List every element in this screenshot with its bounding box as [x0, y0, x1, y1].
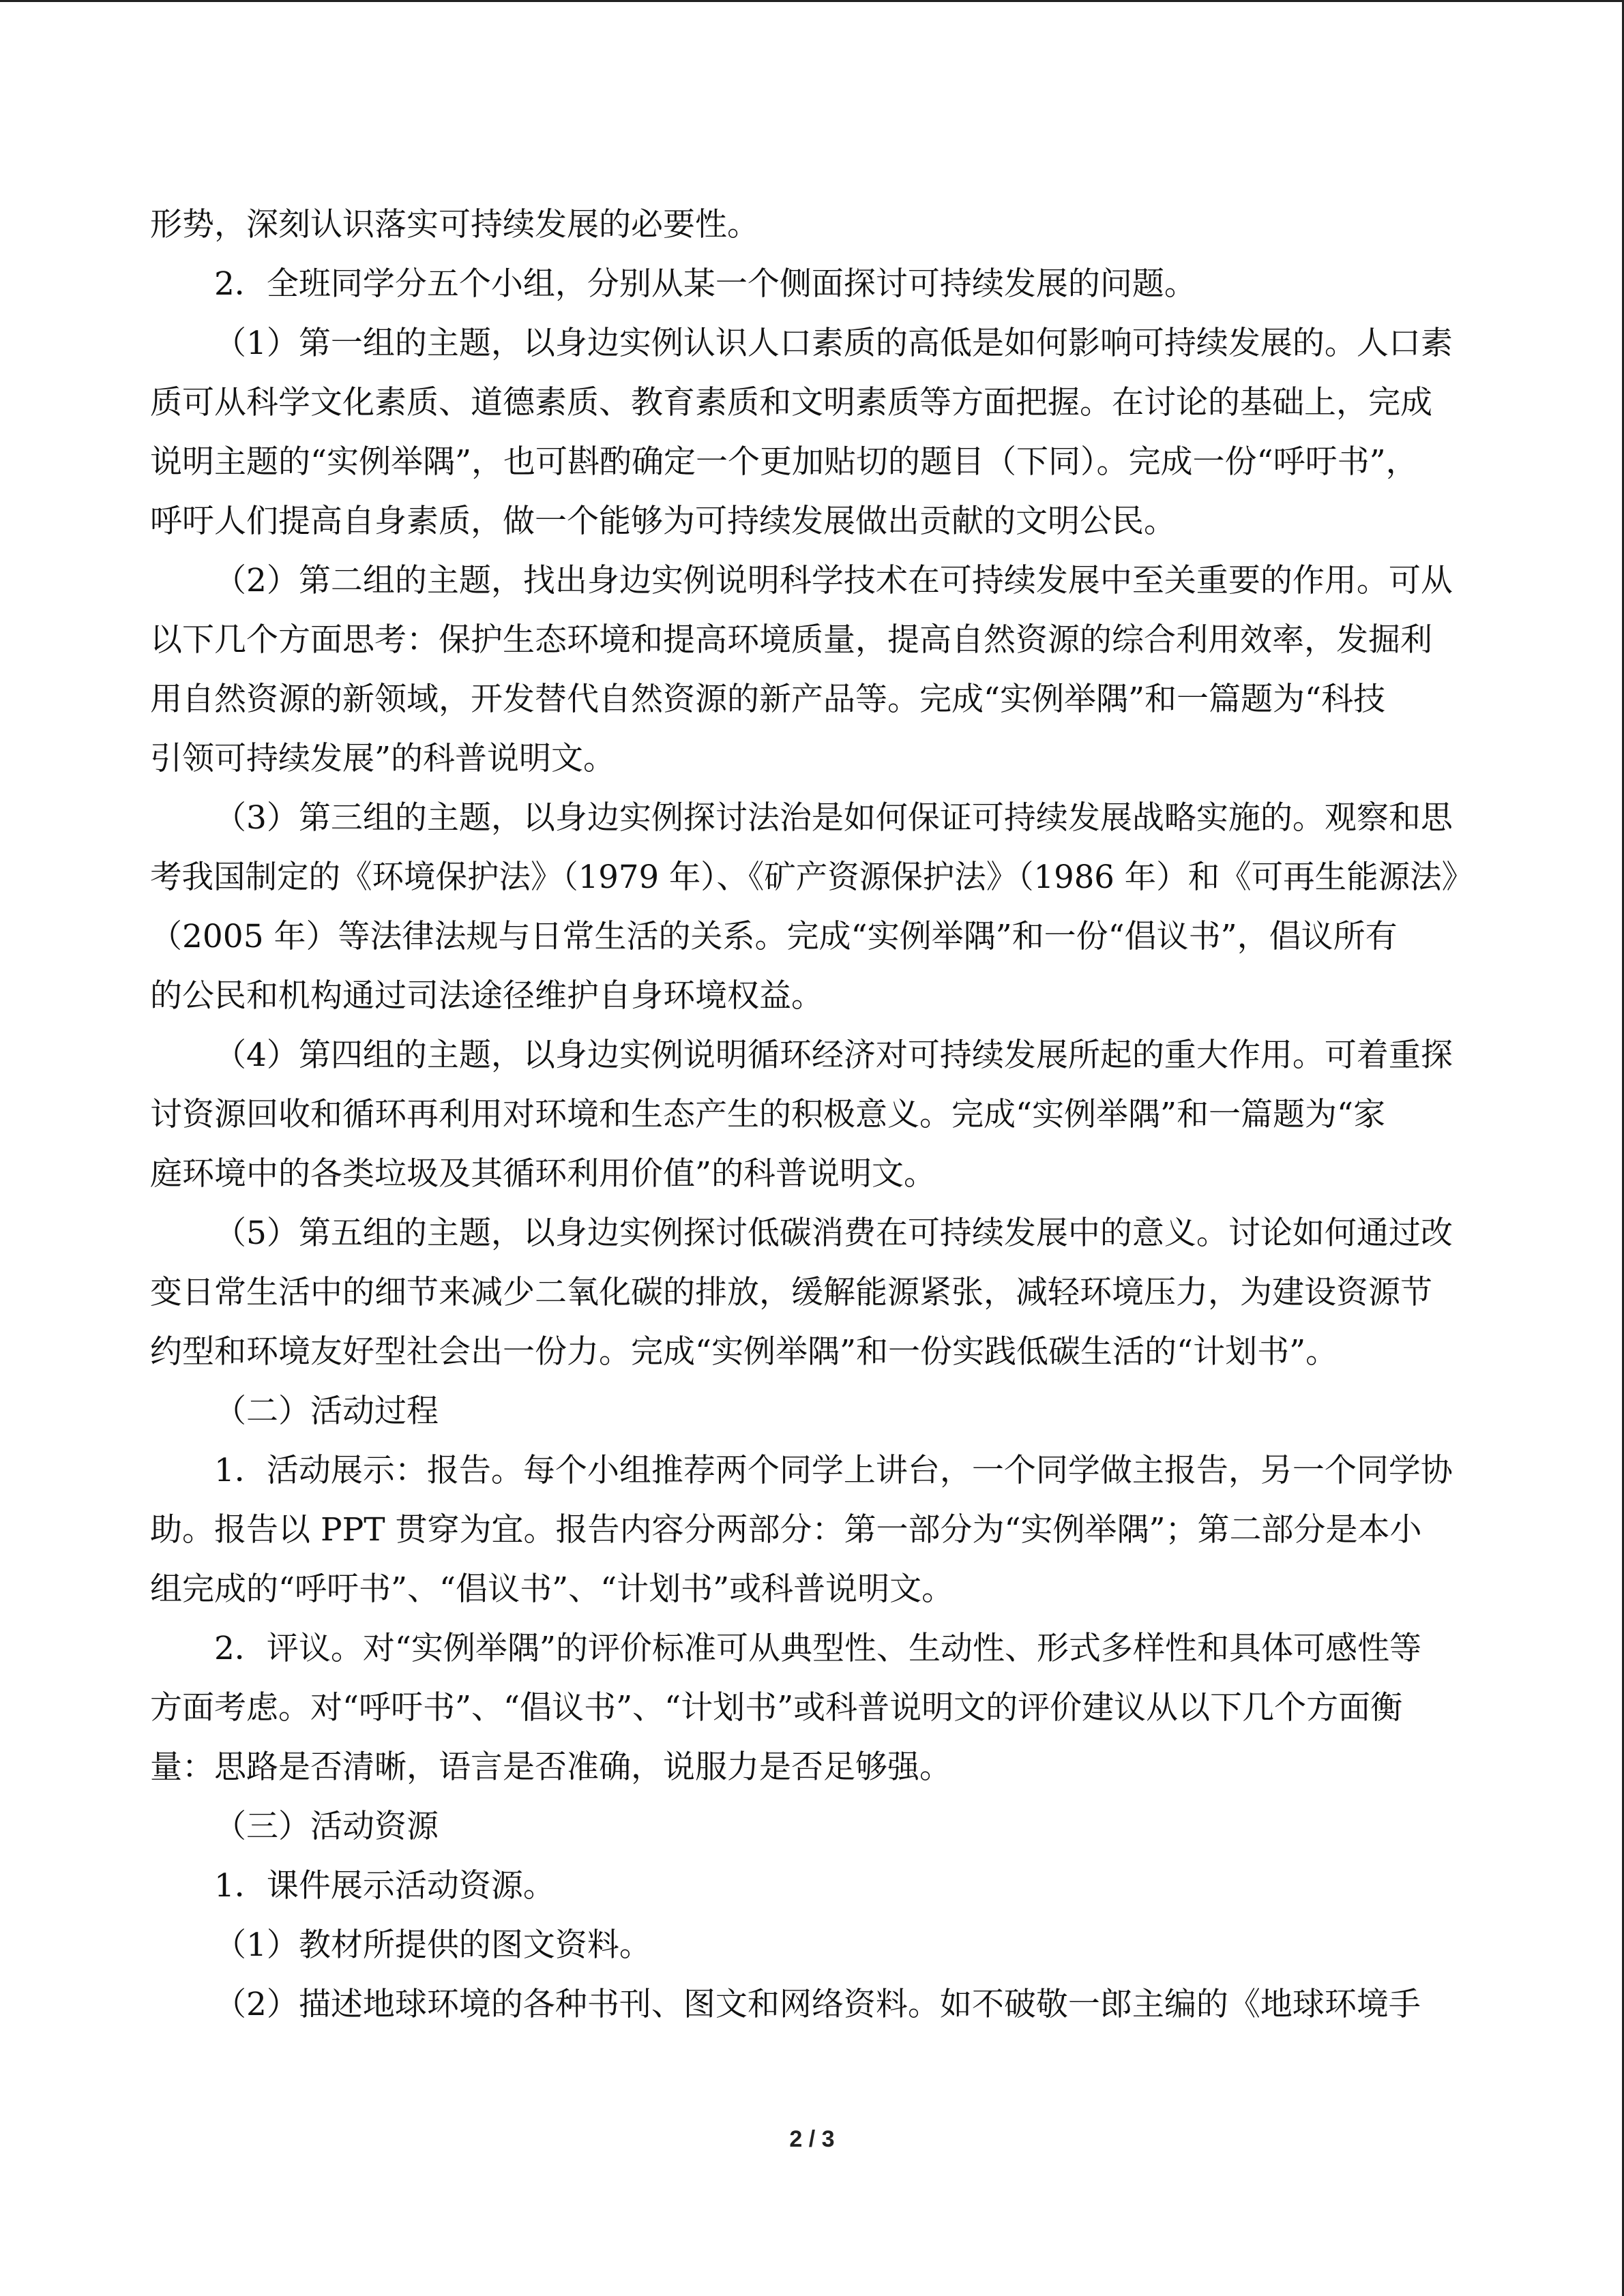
text-line: （2）描述地球环境的各种书刊、图文和网络资料。如不破敬一郎主编的《地球环境手 [214, 1986, 1421, 2023]
text-line: 呼吁人们提高自身素质，做一个能够为可持续发展做出贡献的文明公民。 [150, 503, 1176, 540]
text-line: （4）第四组的主题，以身边实例说明循环经济对可持续发展所起的重大作用。可着重探 [214, 1037, 1453, 1074]
text-line: 说明主题的“实例举隅”，也可斟酌确定一个更加贴切的题目（下同）。完成一份“呼吁书”， [150, 443, 1418, 481]
text-line: 2．全班同学分五个小组，分别从某一个侧面探讨可持续发展的问题。 [214, 265, 1196, 303]
text-line: 组完成的“呼吁书”、“倡议书”、“计划书”或科普说明文。 [150, 1570, 954, 1608]
text-line: 讨资源回收和循环再利用对环境和生态产生的积极意义。完成“实例举隅”和一篇题为“家 [150, 1096, 1386, 1133]
text-line: （5）第五组的主题，以身边实例探讨低碳消费在可持续发展中的意义。讨论如何通过改 [214, 1214, 1453, 1252]
text-line: 形势，深刻认识落实可持续发展的必要性。 [150, 206, 759, 243]
text-line: 质可从科学文化素质、道德素质、教育素质和文明素质等方面把握。在讨论的基础上，完成 [150, 384, 1432, 421]
text-line: 庭环境中的各类垃圾及其循环利用价值”的科普说明文。 [150, 1155, 936, 1193]
text-line: （3）第三组的主题，以身边实例探讨法治是如何保证可持续发展战略实施的。观察和思 [214, 799, 1453, 837]
text-line: （2005 年）等法律法规与日常生活的关系。完成“实例举隅”和一份“倡议书”，倡议所有 [150, 918, 1398, 955]
text-line: 方面考虑。对“呼吁书”、“倡议书”、“计划书”或科普说明文的评价建议从以下几个方面衡 [150, 1689, 1403, 1727]
text-line: 助。报告以 PPT 贯穿为宜。报告内容分两部分：第一部分为“实例举隅”；第二部分是本小 [150, 1511, 1422, 1549]
text-line: （1）教材所提供的图文资料。 [214, 1926, 651, 1964]
text-line: 考我国制定的《环境保护法》（1979 年）、《矿产资源保护法》（1986 年）和《可再生能源法》 [150, 859, 1474, 896]
text-line: 1．活动展示：报告。每个小组推荐两个同学上讲台，一个同学做主报告，另一个同学协 [214, 1452, 1453, 1489]
text-line: 1．课件展示活动资源。 [214, 1867, 555, 1905]
text-line: 的公民和机构通过司法途径维护自身环境权益。 [150, 977, 823, 1015]
text-line: 2．评议。对“实例举隅”的评价标准可从典型性、生动性、形式多样性和具体可感性等 [214, 1630, 1421, 1667]
text-line: 用自然资源的新领域，开发替代自然资源的新产品等。完成“实例举隅”和一篇题为“科技 [150, 681, 1386, 718]
text-line: 约型和环境友好型社会出一份力。完成“实例举隅”和一份实践低碳生活的“计划书”。 [150, 1333, 1338, 1371]
text-line: 引领可持续发展”的科普说明文。 [150, 740, 616, 777]
text-line: 量：思路是否清晰，语言是否准确，说服力是否足够强。 [150, 1748, 951, 1786]
section-heading: （三）活动资源 [214, 1808, 439, 1845]
page-number: 2 / 3 [789, 2126, 835, 2152]
text-line: 以下几个方面思考：保护生态环境和提高环境质量，提高自然资源的综合利用效率，发掘利 [150, 621, 1432, 659]
section-heading: （二）活动过程 [214, 1392, 439, 1430]
text-line: 变日常生活中的细节来减少二氧化碳的排放，缓解能源紧张，减轻环境压力，为建设资源节 [150, 1274, 1432, 1311]
text-line: （2）第二组的主题，找出身边实例说明科学技术在可持续发展中至关重要的作用。可从 [214, 562, 1453, 599]
text-line: （1）第一组的主题，以身边实例认识人口素质的高低是如何影响可持续发展的。人口素 [214, 325, 1453, 362]
